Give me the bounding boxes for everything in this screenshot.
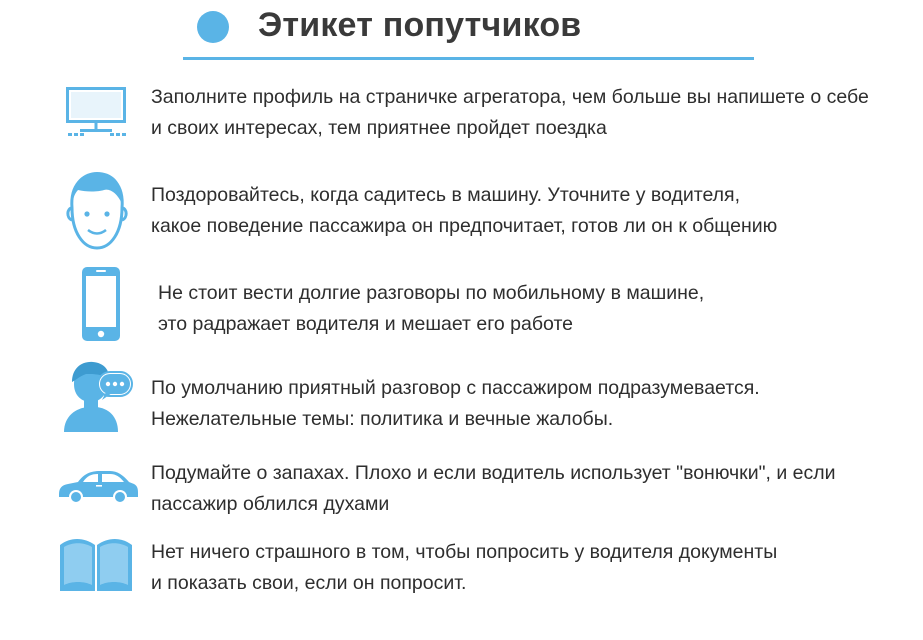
- item-text: Подумайте о запахах. Плохо и если водитель использует "вонючки", и если пассажир облился духами: [151, 462, 836, 515]
- header-dot-icon: [197, 11, 229, 43]
- monitor-icon: [66, 87, 128, 137]
- item-text: Не стоит вести долгие разговоры по мобильному в машине, это радражает водителя и мешает его работе: [158, 282, 705, 335]
- open-book-icon: [58, 535, 134, 593]
- smartphone-icon: [80, 265, 122, 343]
- person-chat-icon: [62, 360, 134, 434]
- car-icon: [56, 466, 140, 506]
- header-divider: [183, 57, 754, 60]
- face-icon: [64, 170, 130, 254]
- item-text: Поздоровайтесь, когда садитесь в машину. Уточните у водителя, какое поведение пассажира он предпочитает, готов ли он к общению: [151, 184, 778, 237]
- item-text: Заполните профиль на страничке агрегатора, чем больше вы напишете о себе и своих интересах, тем приятнее пройдет поездка: [151, 86, 869, 139]
- item-text: По умолчанию приятный разговор с пассажиром подразумевается. Нежелательные темы: политика и вечные жалобы.: [151, 377, 760, 430]
- header: [0, 0, 923, 70]
- item-text: Нет ничего страшного в том, чтобы попросить у водителя документы и показать свои, если он попросит.: [151, 541, 778, 594]
- page-title: Этикет попутчиков: [258, 6, 582, 44]
